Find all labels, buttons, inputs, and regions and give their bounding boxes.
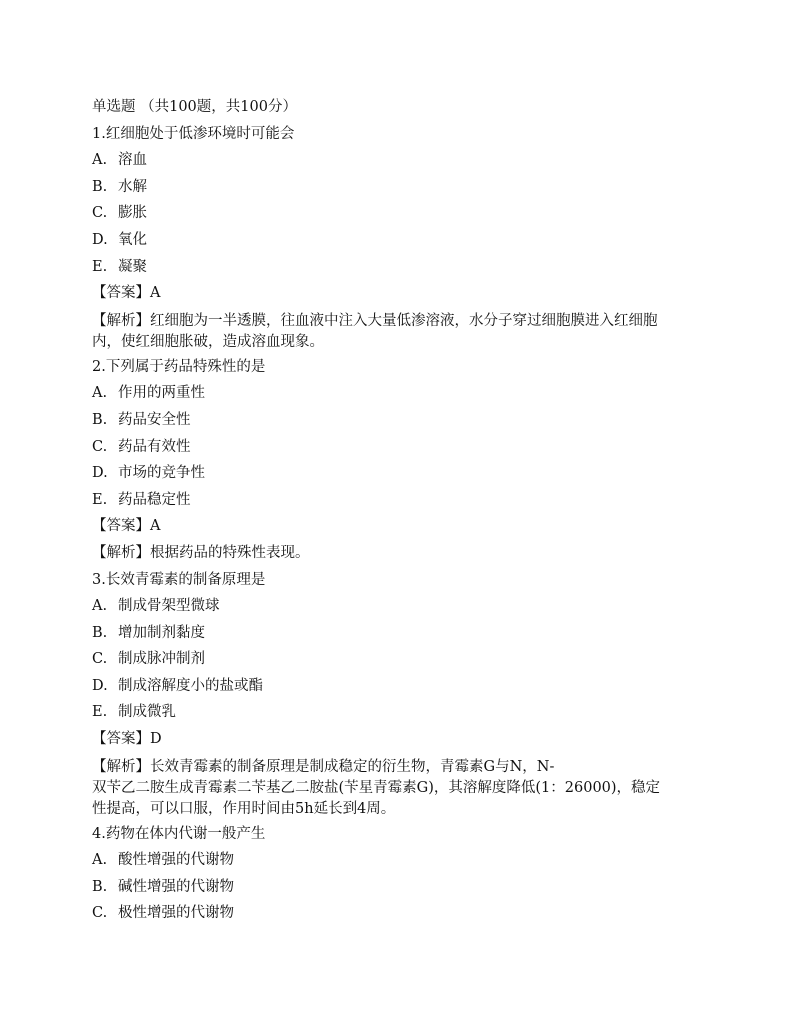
answer-label: 【答案】 [92, 731, 150, 748]
option-letter: B. [92, 178, 108, 195]
option-letter: A. [92, 852, 108, 869]
option-letter: A. [92, 598, 108, 615]
option-text: 药品稳定性 [118, 491, 191, 508]
option-text: 作用的两重性 [118, 385, 205, 402]
analysis-block [92, 544, 722, 562]
analysis-label: 【解析】 [92, 758, 150, 775]
answer-label: 【答案】 [92, 518, 150, 535]
option-c[interactable] [92, 204, 722, 222]
option-letter: D. [92, 677, 108, 694]
answer-label: 【答案】 [92, 285, 150, 302]
option-text: 氧化 [118, 231, 147, 248]
answer-value: D [150, 731, 162, 748]
option-letter: B. [92, 624, 108, 641]
question-stem: 1.红细胞处于低渗环境时可能会 [92, 125, 295, 142]
option-e[interactable] [92, 258, 722, 276]
analysis-text: 红细胞为一半透膜，往血液中注入大量低渗溶液，水分子穿过细胞膜进入红细胞 [150, 312, 658, 329]
option-letter: A. [92, 385, 108, 402]
option-c[interactable] [92, 650, 722, 668]
option-e[interactable] [92, 703, 722, 721]
option-c[interactable] [92, 904, 722, 922]
option-b[interactable] [92, 624, 722, 642]
option-letter: D. [92, 465, 108, 482]
option-b[interactable] [92, 878, 722, 896]
option-letter: C. [92, 205, 108, 222]
option-c[interactable] [92, 438, 722, 456]
option-d[interactable] [92, 231, 722, 249]
answer-line [92, 730, 722, 748]
option-text: 药品安全性 [118, 411, 191, 428]
option-a[interactable] [92, 384, 722, 402]
option-letter: E. [92, 704, 108, 721]
analysis-label: 【解析】 [92, 312, 150, 329]
analysis-text: 双苄乙二胺生成青霉素二苄基乙二胺盐(苄星青霉素G)，其溶解度降低(1：26000)，稳定 [92, 779, 661, 796]
analysis-text: 性提高，可以口服，作用时间由5h延长到4周。 [92, 800, 396, 817]
question-1 [92, 125, 722, 353]
question-stem: 3.长效青霉素的制备原理是 [92, 571, 266, 588]
analysis-block [92, 757, 722, 820]
option-letter: E. [92, 491, 108, 508]
option-letter: E. [92, 258, 108, 275]
option-a[interactable] [92, 851, 722, 869]
answer-line [92, 517, 722, 535]
answer-line [92, 284, 722, 302]
question-stem: 4.药物在体内代谢一般产生 [92, 825, 266, 842]
option-letter: C. [92, 438, 108, 455]
option-text: 市场的竞争性 [118, 465, 205, 482]
analysis-text: 内，使红细胞胀破，造成溶血现象。 [92, 333, 324, 350]
option-text: 溶血 [118, 152, 147, 169]
option-text: 水解 [118, 178, 147, 195]
section-header: 单选题 （共100题，共100分） [92, 99, 297, 115]
question-3 [92, 571, 722, 820]
analysis-label: 【解析】 [92, 544, 150, 561]
answer-value: A [150, 518, 161, 535]
option-text: 制成溶解度小的盐或酯 [118, 677, 263, 694]
option-letter: C. [92, 651, 108, 668]
option-text: 增加制剂黏度 [118, 624, 205, 641]
option-text: 制成微乳 [118, 704, 176, 721]
option-d[interactable] [92, 677, 722, 695]
question-stem: 2.下列属于药品特殊性的是 [92, 358, 266, 375]
option-text: 膨胀 [118, 205, 147, 222]
option-text: 制成骨架型微球 [118, 598, 220, 615]
option-text: 极性增强的代谢物 [118, 905, 234, 922]
option-text: 酸性增强的代谢物 [118, 852, 234, 869]
analysis-text: 根据药品的特殊性表现。 [150, 544, 310, 561]
analysis-text: 长效青霉素的制备原理是制成稳定的衍生物，青霉素G与N，N- [150, 758, 555, 775]
option-text: 凝聚 [118, 258, 147, 275]
option-letter: B. [92, 411, 108, 428]
option-b[interactable] [92, 411, 722, 429]
option-b[interactable] [92, 178, 722, 196]
option-e[interactable] [92, 491, 722, 509]
answer-value: A [150, 285, 161, 302]
option-letter: C. [92, 905, 108, 922]
question-list [92, 98, 722, 931]
option-text: 制成脉冲制剂 [118, 651, 205, 668]
option-text: 碱性增强的代谢物 [118, 878, 234, 895]
question-2 [92, 358, 722, 562]
option-text: 药品有效性 [118, 438, 191, 455]
option-letter: B. [92, 878, 108, 895]
option-d[interactable] [92, 464, 722, 482]
question-4 [92, 825, 722, 923]
analysis-block [92, 311, 722, 353]
option-a[interactable] [92, 151, 722, 169]
option-a[interactable] [92, 597, 722, 615]
option-letter: D. [92, 231, 108, 248]
option-letter: A. [92, 152, 108, 169]
